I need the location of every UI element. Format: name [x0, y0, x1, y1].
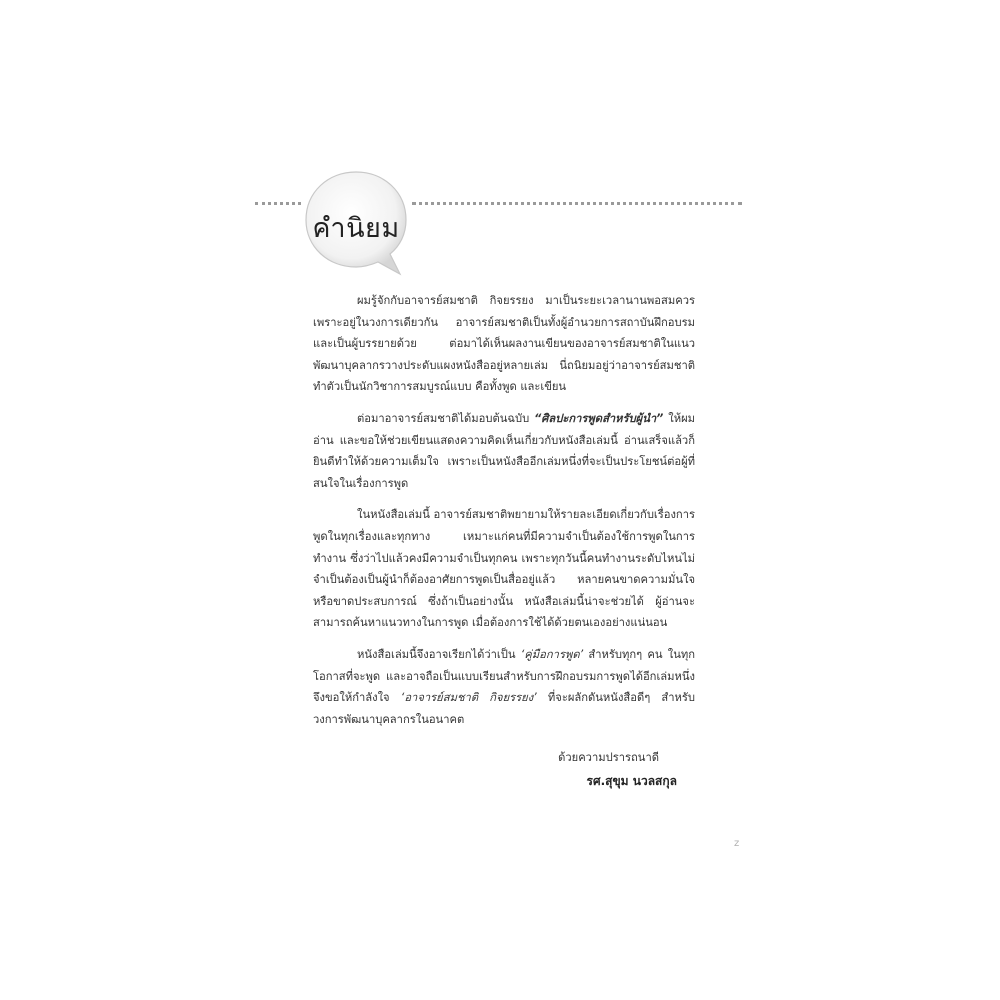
paragraph-4-before: หนังสือเล่มนี้จึงอาจเรียกได้ว่าเป็น: [357, 647, 521, 661]
page-number: z: [734, 838, 740, 849]
paragraph-1: ผมรู้จักกับอาจารย์สมชาติ กิจยรรยง มาเป็นระยะเวลานานพอสมควร เพราะอยู่ในวงการเดียวกัน อาจารย์สมชาติเป็นทั้งผู้อำนวยการสถาบันฝึกอบรม และเป็นผู้บรรยายด้วย ต่อมาได้เห็นผลงานเขียนของอาจารย์สมชาติในแนวพัฒนาบุคลากรวางประดับแผงหนังสืออยู่หลายเล่ม นี่ถนิยมอยู่ว่าอาจารย์สมชาติทำตัวเป็นนักวิชาการสมบูรณ์แบบ คือทั้งพูด และเขียน: [313, 294, 695, 394]
paragraph-4-middle: สำหรับทุกๆ คน ในทุกโอกาสที่จะพูด และอาจถือเป็นแบบเรียนสำหรับการฝึกอบรมการพูดได้อีกเล่มหนึ่ง จึงขอให้กำลังใจ: [313, 647, 696, 705]
paragraph-2-after: ให้ผมอ่าน และขอให้ช่วยเขียนแสดงความคิดเห็นเกี่ยวกับหนังสือเล่มนี้ อ่านเสร็จแล้วก็ยินดีทำให้ด้วยความเต็มใจ เพราะเป็นหนังสืออีกเล่มหนึ่งที่จะเป็นประโยชน์ต่อผู้ที่สนใจในเรื่องการพูด: [313, 411, 695, 490]
handbook-emphasis: ‘คู่มือการพูด’: [520, 647, 584, 661]
author-name-emphasis: ‘อาจารย์สมชาติ กิจยรรยง’: [400, 691, 537, 705]
foreword-body: [313, 290, 695, 740]
closing-regards: ด้วยความปรารถนาดี: [558, 751, 659, 764]
signature: รศ.สุขุม นวลสกุล: [586, 774, 677, 788]
paragraph-3: ในหนังสือเล่มนี้ อาจารย์สมชาติพยายามให้รายละเอียดเกี่ยวกับเรื่องการพูดในทุกเรื่องและทุกทาง เหมาะแก่คนที่มีความจำเป็นต้องใช้การพูดในการทำงาน ซึ่งว่าไปแล้วคงมีความจำเป็นทุกคน เพราะทุกวันนี้คนทำงานระดับไหนไม่จำเป็นต้องเป็นผู้นำก็ต้องอาศัยการพูดเป็นสื่ออยู่แล้ว หลายคนขาดความมั่นใจหรือขาดประสบการณ์ ซึ่งถ้าเป็นอย่างนั้น หนังสือเล่มนี้น่าจะช่วยได้ ผู้อ่านจะสามารถค้นหาแนวทางในการพูด เมื่อต้องการใช้ได้ด้วยตนเองอย่างแน่นอน: [313, 508, 695, 630]
heading-speech-bubble: [300, 168, 412, 280]
page-title: คำนิยม: [312, 213, 400, 244]
paragraph-2-before: ต่อมาอาจารย์สมชาติได้มอบต้นฉบับ: [357, 411, 535, 425]
book-title-emphasis: “ศิลปะการพูดสำหรับผู้นำ”: [534, 411, 664, 425]
paragraph-4-after: ที่จะผลักดันหนังสือดีๆ สำหรับวงการพัฒนาบุคลากรในอนาคต: [313, 691, 695, 726]
closing-block: [313, 748, 695, 794]
paragraph-4: [313, 644, 695, 730]
dotted-rule-right: [412, 202, 742, 205]
paragraph-2: [313, 408, 695, 494]
dotted-rule-left: [255, 202, 301, 205]
